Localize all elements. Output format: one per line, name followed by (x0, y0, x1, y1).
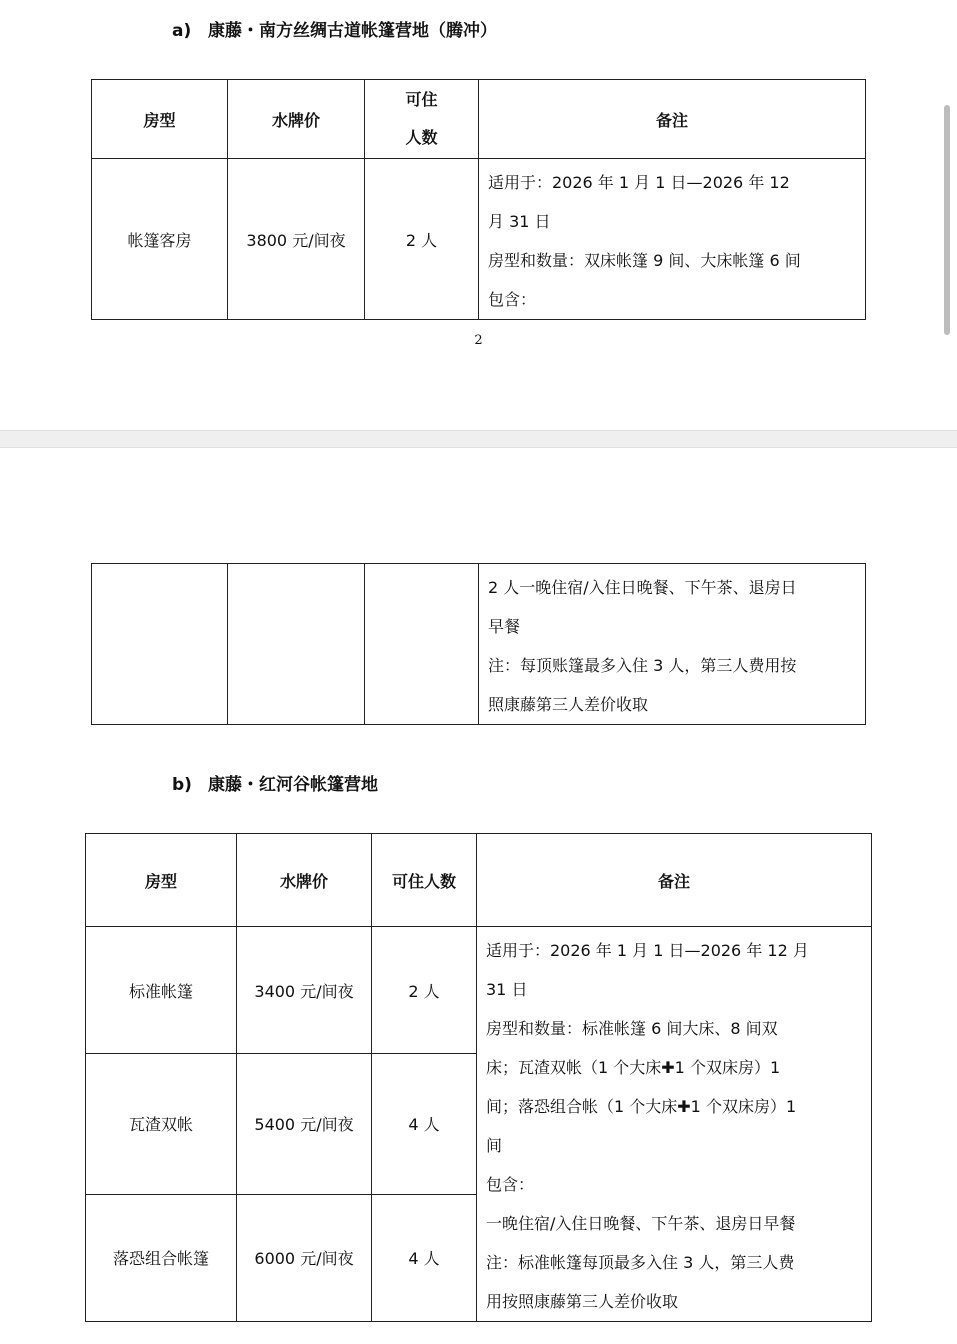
notes-cell (479, 564, 866, 725)
document-page-1 (0, 0, 957, 430)
note-line: 照康藤第三人差价收取 (488, 695, 649, 714)
occupancy-cell: 2 人 (372, 927, 477, 1054)
rack-rate-cell: 3800 元/间夜 (228, 159, 365, 320)
room-type-cell: 标准帐篷 (86, 927, 237, 1054)
room-type-cell: 落恐组合帐篷 (86, 1194, 237, 1321)
note-line: 用按照康藤第三人差价收取 (486, 1292, 679, 1311)
occupancy-cell: 2 人 (365, 159, 479, 320)
note-line: 床；瓦渣双帐（1 个大床✚1 个双床房）1 (486, 1058, 781, 1077)
room-type-cell: 帐篷客房 (92, 159, 228, 320)
table-row (92, 159, 866, 320)
table-row (86, 927, 872, 1054)
header-occupancy: 可住人数 (372, 834, 477, 927)
note-line: 早餐 (488, 617, 521, 636)
section-a-table-continued (91, 563, 866, 725)
table-header-row (92, 80, 866, 159)
note-line: 31 日 (486, 980, 528, 999)
occupancy-cell: 4 人 (372, 1054, 477, 1195)
note-line: 适用于：2026 年 1 月 1 日—2026 年 12 月 (486, 941, 809, 960)
vertical-scrollbar[interactable] (944, 105, 950, 335)
table-header-row (86, 834, 872, 927)
section-b-title: 康藤・红河谷帐篷营地 (208, 775, 378, 795)
section-a-heading (172, 16, 497, 41)
section-a-label: a) (172, 21, 192, 41)
page-number: 2 (474, 333, 483, 348)
rack-rate-cell: 3400 元/间夜 (237, 927, 372, 1054)
occupancy-cell: 4 人 (372, 1194, 477, 1321)
table-row (92, 564, 866, 725)
header-occupancy-line1: 可住 (405, 90, 438, 109)
note-line: 注：标准帐篷每顶最多入住 3 人，第三人费 (486, 1253, 795, 1272)
note-line: 适用于：2026 年 1 月 1 日—2026 年 12 (488, 173, 790, 192)
notes-cell (479, 159, 866, 320)
section-b-table (85, 833, 872, 1322)
header-notes: 备注 (477, 834, 872, 927)
note-line: 一晚住宿/入住日晚餐、下午茶、退房日早餐 (486, 1214, 796, 1233)
header-occupancy-line2: 人数 (405, 128, 438, 147)
note-line: 房型和数量：双床帐篷 9 间、大床帐篷 6 间 (488, 251, 801, 270)
header-room-type: 房型 (86, 834, 237, 927)
header-occupancy (365, 80, 479, 159)
note-line: 房型和数量：标准帐篷 6 间大床、8 间双 (486, 1019, 778, 1038)
section-b-label: b) (172, 775, 192, 795)
empty-cell (365, 564, 479, 725)
note-line: 注：每顶账篷最多入住 3 人，第三人费用按 (488, 656, 797, 675)
rack-rate-cell: 5400 元/间夜 (237, 1054, 372, 1195)
note-line: 包含： (486, 1175, 535, 1194)
section-a-title: 康藤・南方丝绸古道帐篷营地（腾冲） (208, 21, 497, 41)
header-rack-rate: 水牌价 (237, 834, 372, 927)
empty-cell (92, 564, 228, 725)
header-rack-rate: 水牌价 (228, 80, 365, 159)
header-room-type: 房型 (92, 80, 228, 159)
header-notes: 备注 (479, 80, 866, 159)
notes-cell (477, 927, 872, 1322)
section-b-heading (172, 770, 378, 795)
note-line: 包含： (488, 290, 537, 309)
section-a-table (91, 79, 866, 320)
page-separator (0, 430, 957, 448)
note-line: 月 31 日 (488, 212, 551, 231)
empty-cell (228, 564, 365, 725)
note-line: 间；落恐组合帐（1 个大床✚1 个双床房）1 (486, 1097, 797, 1116)
room-type-cell: 瓦渣双帐 (86, 1054, 237, 1195)
rack-rate-cell: 6000 元/间夜 (237, 1194, 372, 1321)
document-page-2 (0, 448, 957, 1344)
note-line: 间 (486, 1136, 503, 1155)
note-line: 2 人一晚住宿/入住日晚餐、下午茶、退房日 (488, 578, 797, 597)
